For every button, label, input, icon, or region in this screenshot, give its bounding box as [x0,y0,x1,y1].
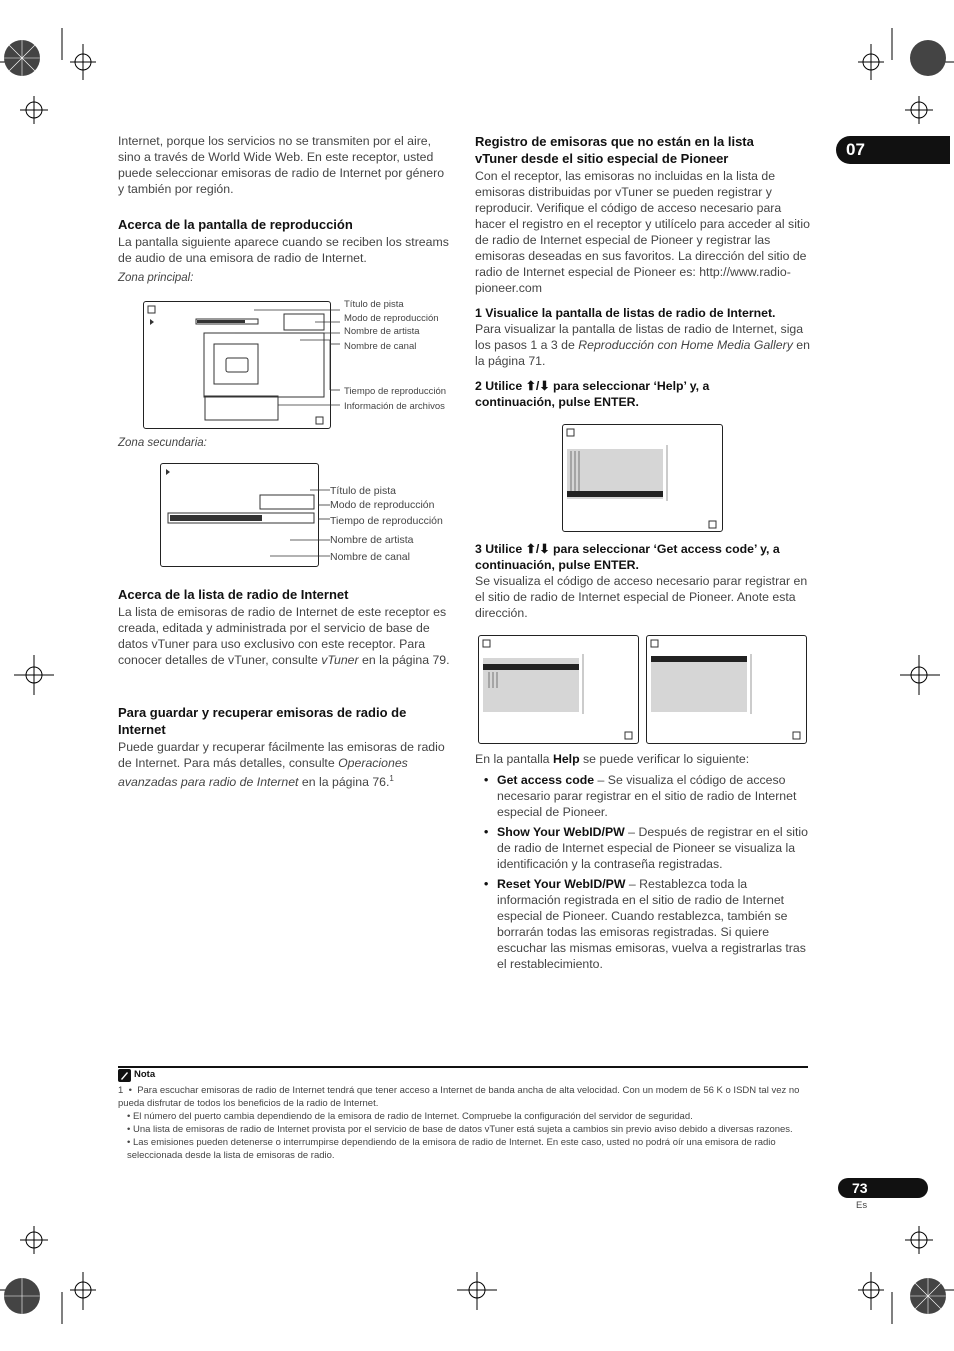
zs-label-play-time: Tiempo de reproducción [330,515,443,527]
zona-principal-label: Zona principal: [118,272,194,284]
zs-label-play-mode: Modo de reproducción [330,499,435,511]
playback-screen-text: La pantalla siguiente aparece cuando se reciben los streams de audio de una emisora de radio de Internet. [118,235,449,265]
sub-zone-leader-lines [270,485,330,565]
zona-secundaria-label: Zona secundaria: [118,437,207,449]
list-item: • Get access code – Se visualiza el código de acceso necesario parar registrar en el sitio de radio de Internet especial de Pioneer. [475,772,810,820]
help-intro: En la pantalla Help se puede verificar lo siguiente: [475,752,750,766]
zp-label-artist: Nombre de artista [344,326,420,337]
intro-text: Internet, porque los servicios no se transmiten por el aire, sino a través de World Wide Web. En este receptor, usted puede seleccionar emisoras de radio de Internet por género y también por región. [118,134,445,196]
page-number-badge [838,1178,928,1198]
step-3-title: 3 Utilice ⬆/⬇ para seleccionar ‘Get access code’ y, a continuación, pulse ENTER. [475,542,780,572]
section-title-register: Registro de emisoras que no están en la lista vTuner desde el sitio especial de Pioneer [475,134,754,166]
access-code-screen [646,635,807,744]
radio-list-text: La lista de emisoras de radio de Internet de este receptor es creada, editada y administrada por el servicio de base de datos vTuner para uso exclusivo con este receptor. Para conocer detalles de vTuner, consulte vTuner en la página 79. [118,605,450,667]
list-item: • Reset Your WebID/PW – Restablezca toda la información registrada en el sitio de radio de Internet especial de Pioneer. Cuando restablezca, también se borrarán todas las emisoras registradas. Si quiere escuchar las mismas emisoras, vuelva a registrarlas tras el restablecimiento. [475,876,810,972]
zs-label-track-title: Título de pista [330,485,396,497]
list-item: • Show Your WebID/PW – Después de registrar en el sitio de radio de Internet especial de Pioneer se visualiza la identificación y la contraseña registradas. [475,824,810,872]
zs-label-artist: Nombre de artista [330,534,414,546]
zp-label-track-title: Título de pista [344,299,404,310]
note-item: • El número del puerto cambia dependiendo de la emisora de radio de Internet. Compruebe la configuración del servidor de seguridad. [127,1111,693,1122]
step-2-title: 2 Utilice ⬆/⬇ para seleccionar ‘Help’ y, a continuación, pulse ENTER. [475,379,710,409]
help-options-list [475,772,810,976]
zp-label-play-mode: Modo de reproducción [344,313,439,324]
note-item: • Una lista de emisoras de radio de Internet provista por el servicio de base de datos vTuner está sujeta a cambios sin previo aviso debido a diversas razones. [127,1124,793,1135]
note-item: • Las emisiones pueden detenerse o interrumpirse dependiendo de la emisora de radio de Internet. En este caso, usted no podrá oír una emisora de radio seleccionada desde la lista de emisoras de radio. [127,1137,776,1161]
help-select-screen-graphic [563,425,722,531]
help-menu-screen [478,635,639,744]
register-text: Con el receptor, las emisoras no incluidas en la lista de emisoras distribuidas por vTuner se pueden registrar y reproducir. Verifique el código de acceso necesario para hacer el registro en el receptor y utilícelo para acceder al sitio de radio de Internet especial de Pioneer y registrar las emisoras deseadas en sus favoritos. La dirección del sitio de radio de Internet especial de Pioneer es: http://www.radio-pioneer.com [475,169,810,295]
note-divider [118,1066,808,1068]
step-1-title: 1 Visualice la pantalla de listas de radio de Internet. [475,306,776,320]
step-3-text: Se visualiza el código de acceso necesario parar registrar en el sitio de radio de Internet especial de Pioneer. Anote esta dirección. [475,574,808,620]
help-select-screen [562,424,723,532]
access-code-screen-graphic [647,636,806,743]
section-title-playback-screen: Acerca de la pantalla de reproducción [118,217,353,232]
main-zone-leader-lines [180,300,350,420]
note-icon [118,1069,131,1082]
zp-label-play-time: Tiempo de reproducción [344,386,447,397]
zp-label-file-info: Información de archivos [344,401,445,412]
chapter-badge [836,136,950,164]
footnote-ref: 1 [389,774,394,783]
save-recall-text: Puede guardar y recuperar fácilmente las emisoras de radio de Internet. Para más detalles, consulte Operaciones avanzadas para radio de Internet en la página 76.$^1$ [118,740,445,790]
help-menu-screen-graphic [479,636,638,743]
zp-label-channel: Nombre de canal [344,341,417,352]
note-body [118,1084,808,1162]
note-title: Nota [134,1069,156,1080]
step-1-text: Para visualizar la pantalla de listas de radio de Internet, siga los pasos 1 a 3 de Reproducción con Home Media Gallery en la página 71. [475,322,810,368]
page-number: 73 [852,1180,868,1196]
zs-label-channel: Nombre de canal [330,551,410,563]
section-title-radio-list: Acerca de la lista de radio de Internet [118,587,349,602]
note-item: 1 • Para escuchar emisoras de radio de Internet tendrá que tener acceso a Internet de banda ancha de alta velocidad. Con un modem de 56 K o ISDN tal vez no pueda disfrutar de todos los beneficios de la radio de Internet. [118,1085,800,1109]
chapter-number: 07 [846,140,865,159]
language-code: Es [856,1200,868,1211]
section-title-save-recall: Para guardar y recuperar emisoras de radio de Internet [118,705,407,737]
